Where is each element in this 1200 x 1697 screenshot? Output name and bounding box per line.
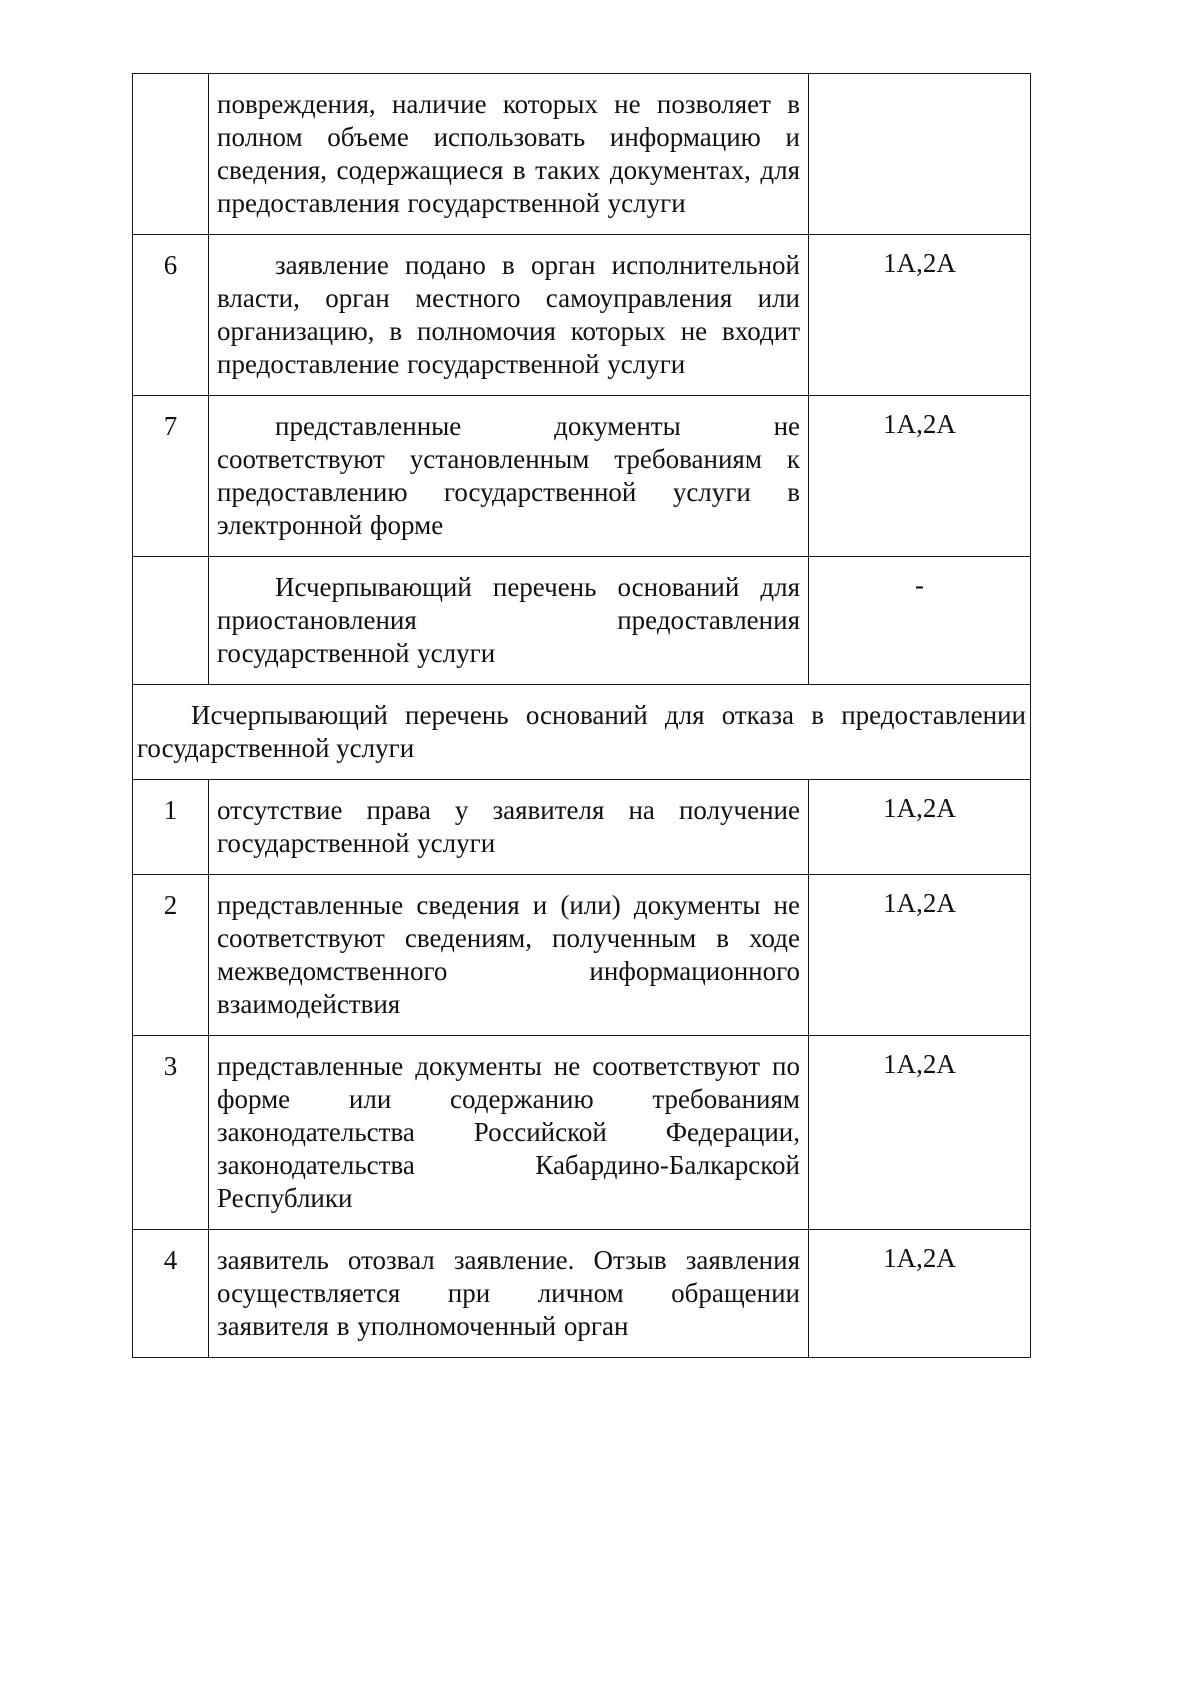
row-text: представленные сведения и (или) документы не соответствуют сведениям, полученным в ходе межведомственного информационного взаимодействия <box>209 875 809 1036</box>
table-row <box>133 780 1031 875</box>
row-text: представленные документы не соответствуют установленным требованиям к предоставлению государственной услуги в электронной форме <box>209 396 809 557</box>
row-text: заявление подано в орган исполнительной власти, орган местного самоуправления или организацию, в полномочия которых не входит предоставление государственной услуги <box>209 235 809 396</box>
section-heading-row <box>133 685 1031 780</box>
section-heading: Исчерпывающий перечень оснований для отказа в предоставлении государственной услуги <box>133 685 1031 780</box>
row-code: 1А,2А <box>809 875 1031 1036</box>
row-number: 6 <box>133 235 209 396</box>
row-number: 1 <box>133 780 209 875</box>
row-code <box>809 74 1031 235</box>
row-text: повреждения, наличие которых не позволяет в полном объеме использовать информацию и сведения, содержащиеся в таких документах, для предоставления государственной услуги <box>209 74 809 235</box>
row-number: 4 <box>133 1230 209 1358</box>
row-text: отсутствие права у заявителя на получение государственной услуги <box>209 780 809 875</box>
table-row <box>133 74 1031 235</box>
row-code: 1А,2А <box>809 1036 1031 1230</box>
row-number: 7 <box>133 396 209 557</box>
row-code: 1А,2А <box>809 780 1031 875</box>
row-number <box>133 74 209 235</box>
table-row <box>133 1230 1031 1358</box>
table-row <box>133 557 1031 685</box>
table-row <box>133 396 1031 557</box>
row-number: 2 <box>133 875 209 1036</box>
grounds-table <box>132 73 1031 1358</box>
table-row <box>133 875 1031 1036</box>
row-code: 1А,2А <box>809 396 1031 557</box>
row-text: заявитель отозвал заявление. Отзыв заявления осуществляется при личном обращении заявителя в уполномоченный орган <box>209 1230 809 1358</box>
row-text: Исчерпывающий перечень оснований для приостановления предоставления государственной услуги <box>209 557 809 685</box>
row-text: представленные документы не соответствуют по форме или содержанию требованиям законодательства Российской Федерации, законодательства Кабардино-Балкарской Республики <box>209 1036 809 1230</box>
table-row <box>133 235 1031 396</box>
row-code: - <box>809 557 1031 685</box>
row-code: 1А,2А <box>809 1230 1031 1358</box>
row-code: 1А,2А <box>809 235 1031 396</box>
table-row <box>133 1036 1031 1230</box>
row-number <box>133 557 209 685</box>
row-number: 3 <box>133 1036 209 1230</box>
